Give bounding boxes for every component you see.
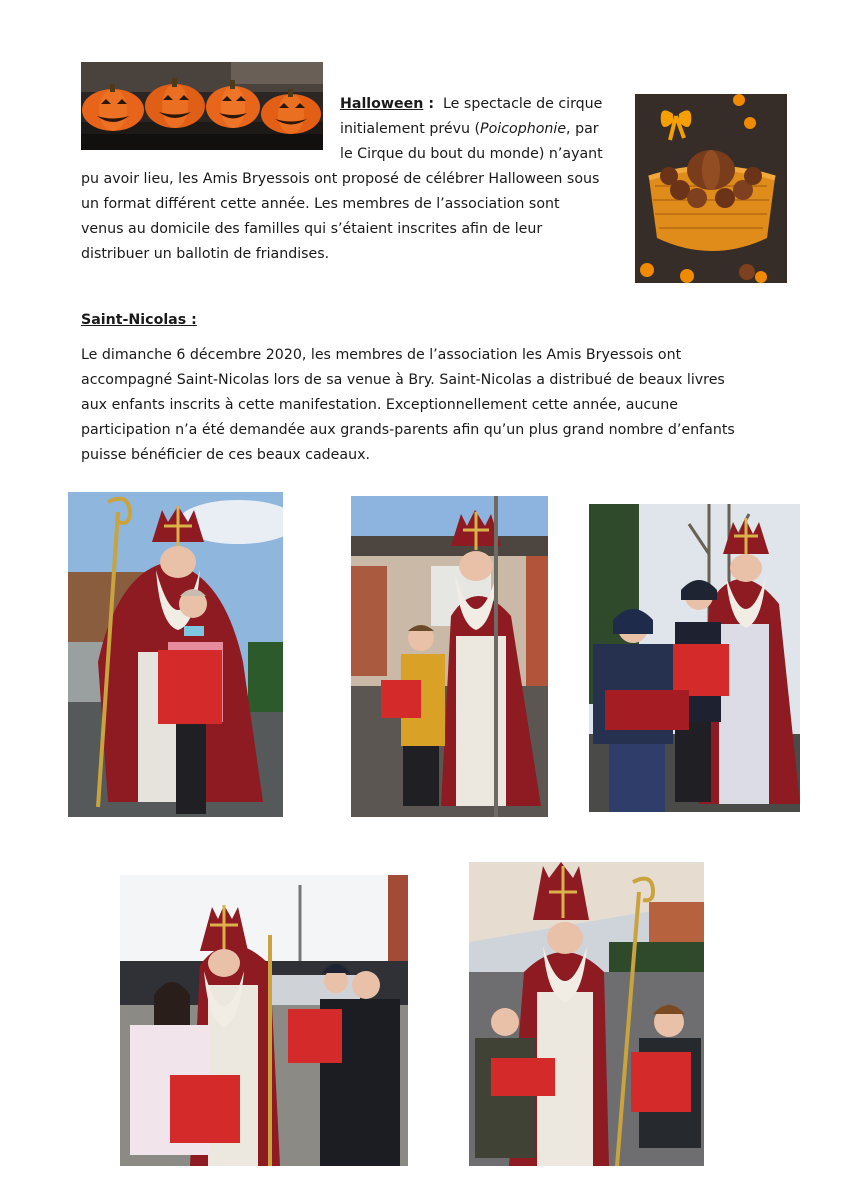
saint-nicolas-text-line-1: Le dimanche 6 décembre 2020, les membres de l’association les Amis Bryessois ont [81,347,682,363]
saint-nicolas-photo-3 [589,504,800,812]
halloween-text-line-6: venus au domicile des familles qui s’étaient inscrites afin de leur [81,221,543,237]
halloween-line2-pre: initialement prévu ( [340,121,481,137]
halloween-text-line-3: le Cirque du bout du monde) n’ayant [340,146,603,162]
halloween-heading: Halloween [340,96,424,112]
saint-nicolas-text-line-4: participation n’a été demandée aux grands-parents afin qu’un plus grand nombre d’enfants [81,422,735,438]
chocolate-basket-photo [635,94,787,283]
saint-nicolas-text-line-2: accompagné Saint-Nicolas lors de sa venue à Bry. Saint-Nicolas a distribué de beaux livres [81,372,725,388]
halloween-text-line-4: pu avoir lieu, les Amis Bryessois ont proposé de célébrer Halloween sous [81,171,600,187]
saint-nicolas-photo-1 [68,492,283,817]
saint-nicolas-photo-4 [120,875,408,1166]
saint-nicolas-photo-5 [469,862,704,1166]
halloween-show-title: Poicophonie [480,121,567,137]
pumpkins-photo [81,62,323,150]
saint-nicolas-photo-2 [351,496,548,817]
halloween-heading-colon: : [423,96,434,112]
halloween-text-line-7: distribuer un ballotin de friandises. [81,246,330,262]
halloween-text-line-2 [340,117,608,142]
halloween-text-line-1: Le spectacle de cirque [443,96,603,112]
halloween-text-line-5: un format différent cette année. Les membres de l’association sont [81,196,560,212]
halloween-line2-post: , par [566,121,599,137]
saint-nicolas-heading: Saint-Nicolas : [81,312,197,328]
saint-nicolas-text-line-3: aux enfants inscrits à cette manifestation. Exceptionnellement cette année, aucune [81,397,678,413]
saint-nicolas-text-line-5: puisse bénéficier de ces beaux cadeaux. [81,447,370,463]
